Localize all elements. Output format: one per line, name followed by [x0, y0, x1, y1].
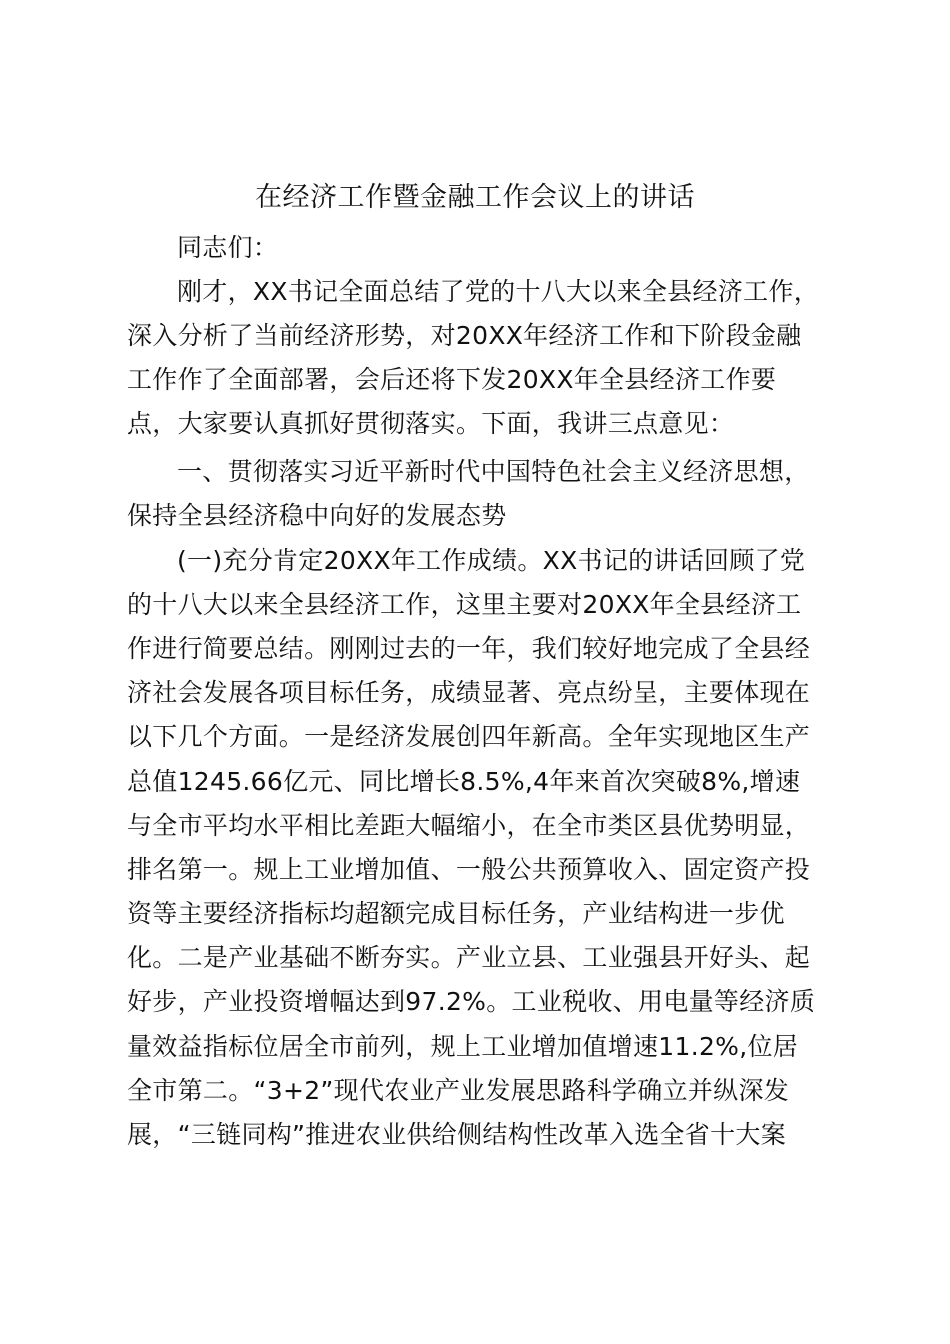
body-line: 量效益指标位居全市前列，规上工业增加值增速11.2%,位居: [127, 1032, 799, 1061]
body-line: 排名第一。规上工业增加值、一般公共预算收入、固定资产投: [127, 855, 811, 884]
body-line: (一)充分肯定20XX年工作成绩。XX书记的讲话回顾了党: [177, 546, 806, 575]
body-line: 总值1245.66亿元、同比增长8.5%,4年来首次突破8%,增速: [127, 767, 801, 796]
body-line: 好步，产业投资增幅达到97.2%。工业税收、用电量等经济质: [127, 987, 816, 1016]
body-line: 化。二是产业基础不断夯实。产业立县、工业强县开好头、起: [127, 943, 811, 972]
body-line: 以下几个方面。一是经济发展创四年新高。全年实现地区生产: [127, 722, 811, 751]
body-line: 点，大家要认真抓好贯彻落实。下面，我讲三点意见：: [127, 409, 735, 438]
body-line: 的十八大以来全县经济工作，这里主要对20XX年全县经济工: [127, 590, 802, 619]
body-line: 展，“三链同构”推进农业供给侧结构性改革入选全省十大案: [127, 1120, 787, 1149]
body-line: 深入分析了当前经济形势，对20XX年经济工作和下阶段金融: [127, 321, 802, 350]
body-line: 全市第二。“3+2”现代农业产业发展思路科学确立并纵深发: [127, 1076, 790, 1105]
body-line: 资等主要经济指标均超额完成目标任务，产业结构进一步优: [127, 899, 785, 928]
body-line: 济社会发展各项目标任务，成绩显著、亮点纷呈，主要体现在: [127, 678, 811, 707]
body-line: 工作作了全面部署，会后还将下发20XX年全县经济工作要: [127, 365, 777, 394]
section-heading: 一、贯彻落实习近平新时代中国特色社会主义经济思想，: [177, 457, 810, 486]
document-title: 在经济工作暨金融工作会议上的讲话: [255, 182, 695, 213]
body-line: 与全市平均水平相比差距大幅缩小，在全市类区县优势明显，: [127, 811, 811, 840]
section-heading: 保持全县经济稳中向好的发展态势: [127, 501, 507, 530]
body-line: 作进行简要总结。刚刚过去的一年，我们较好地完成了全县经: [127, 634, 811, 663]
body-line: 刚才，XX书记全面总结了党的十八大以来全县经济工作，: [177, 277, 820, 306]
salutation: 同志们：: [177, 233, 279, 262]
